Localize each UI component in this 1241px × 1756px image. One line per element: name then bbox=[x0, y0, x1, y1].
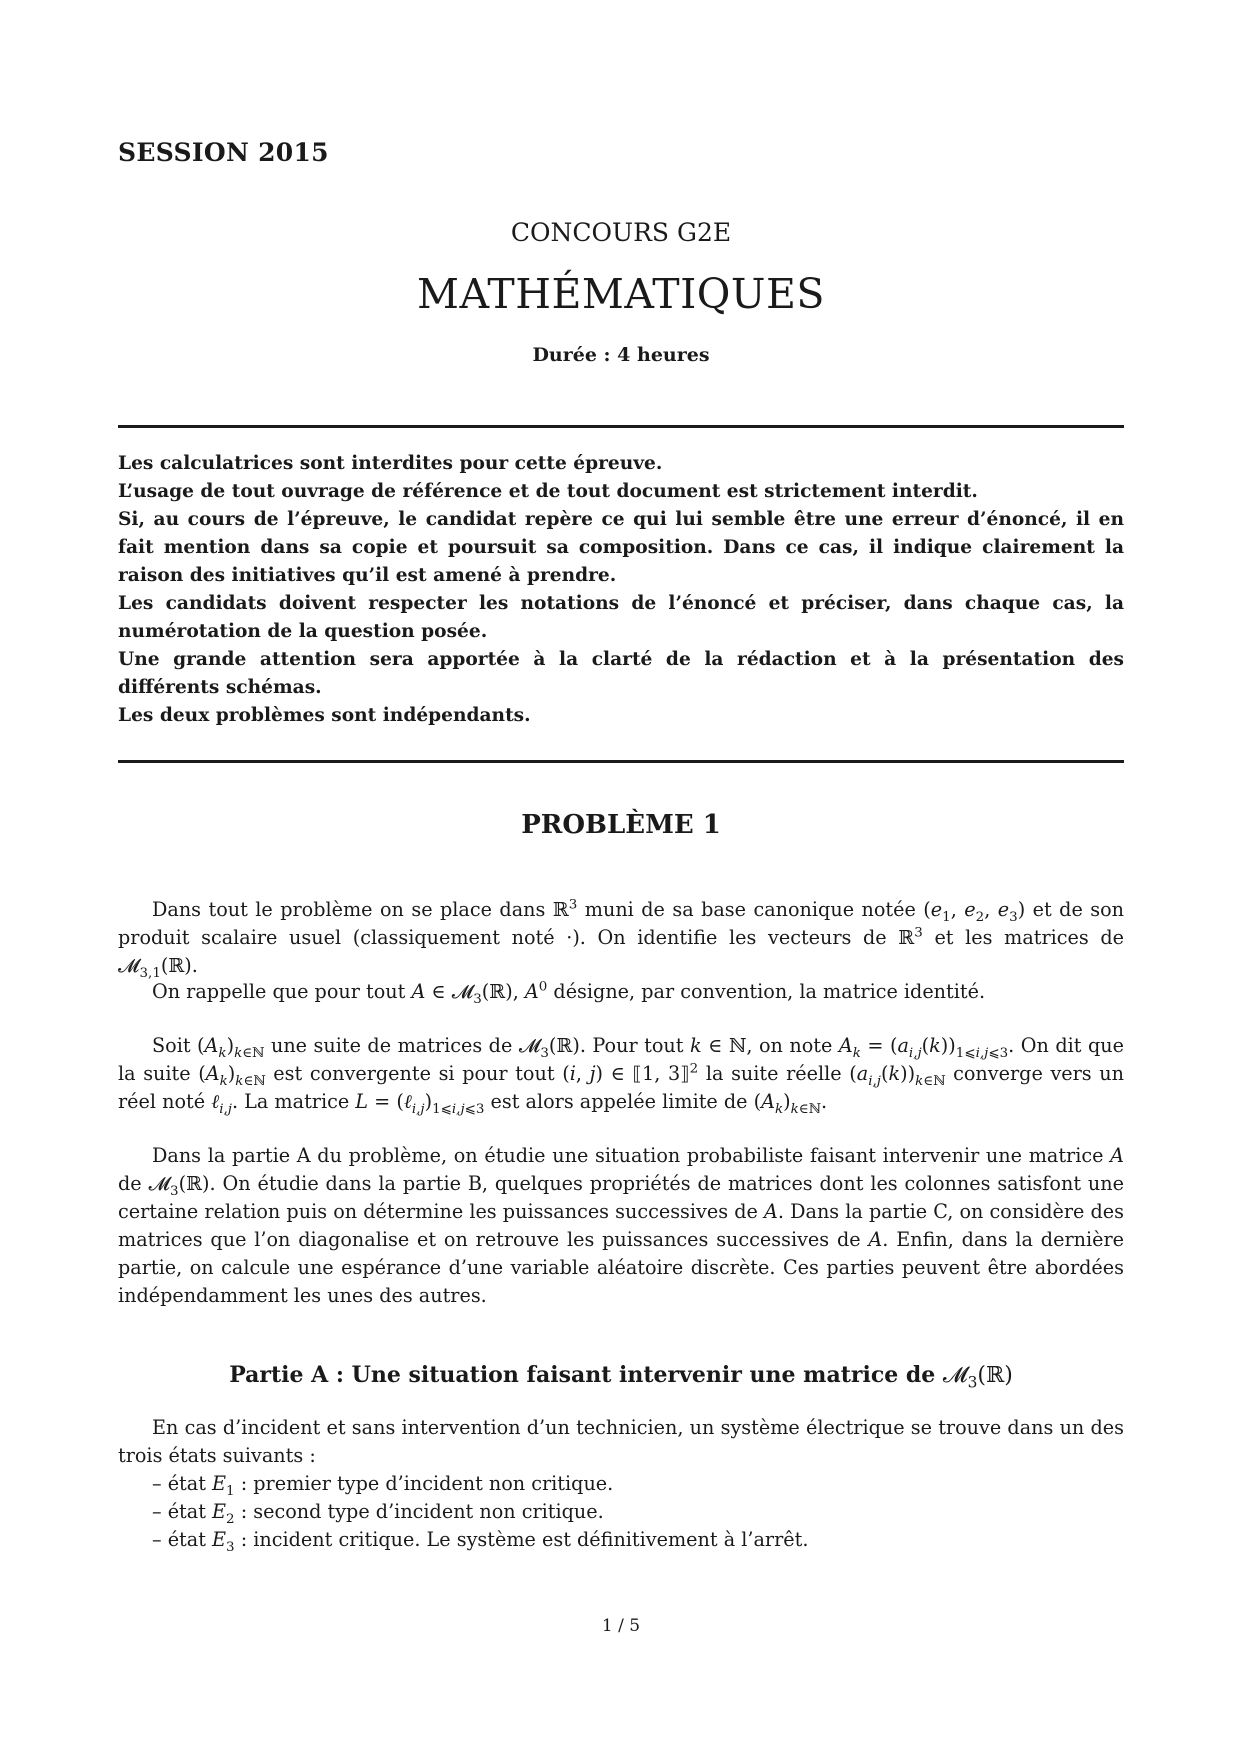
list-item: – état $E_1$ : premier type d’incident non critique. bbox=[152, 1472, 614, 1499]
concours-label: CONCOURS G2E bbox=[510, 218, 732, 247]
problem-title: PROBLÈME 1 bbox=[521, 810, 721, 840]
session-label: SESSION 2015 bbox=[118, 138, 329, 167]
states-list bbox=[118, 1470, 1124, 1554]
subject-title: MATHÉMATIQUES bbox=[417, 270, 825, 318]
instruction-line: L’usage de tout ouvrage de référence et de tout document est strictement interdit. bbox=[118, 481, 978, 502]
duration-label: Durée : 4 heures bbox=[532, 344, 710, 366]
list-item: – état $E_3$ : incident critique. Le système est définitivement à l’arrêt. bbox=[152, 1528, 809, 1555]
problem-paragraph-4: Dans la partie A du problème, on étudie une situation probabiliste faisant intervenir une matrice A de 𝓜$_3$(ℝ). On étudie dans la partie B, quelques propriétés de matrices dont les colonnes satisfont une certaine relation puis on détermine les puissances successives de A. Dans la partie C, on considère des matrices que l’on diagonalise et on retrouve les puissances successives de A. Enfin, dans la dernière partie, on calcule une espérance d’une variable aléatoire discrète. Ces parties peuvent être abordées indépendamment les unes des autres. bbox=[118, 1144, 1124, 1307]
part-a-title: Partie A : Une situation faisant intervenir une matrice de 𝓜$_3$(ℝ) bbox=[229, 1362, 1013, 1392]
problem-paragraph-2: On rappelle que pour tout A ∈ 𝓜$_3$(ℝ), $A^0$ désigne, par convention, la matrice identité. bbox=[152, 979, 986, 1007]
problem-paragraph-3: Soit $(A_k)_{k\in ℕ}$ une suite de matrices de 𝓜$_3$(ℝ). Pour tout k ∈ ℕ, on note $A_k = (a_{i,j}(k))_{1⩽i,j⩽3}$. On dit que la suite $(A_k)_{k\in ℕ}$ est convergente si pour tout (i, j) ∈ ⟦1, 3⟧$^2$ la suite réelle $(a_{i,j}(k))_{k\in ℕ}$ converge vers un réel noté ℓ$_{i,j}$. La matrice $L = (\ell_{i,j})_{1⩽i,j⩽3}$ est alors appelée limite de $(A_k)_{k\in ℕ}$. bbox=[118, 1034, 1125, 1117]
instruction-line: Les calculatrices sont interdites pour cette épreuve. bbox=[118, 453, 663, 474]
instruction-line: Une grande attention sera apportée à la clarté de la rédaction et à la présentation des différents schémas. bbox=[118, 649, 1124, 698]
instructions-block bbox=[118, 450, 1124, 730]
instruction-line: Les candidats doivent respecter les notations de l’énoncé et préciser, dans chaque cas, la numérotation de la question posée. bbox=[118, 593, 1124, 642]
problem-paragraph-1: Dans tout le problème on se place dans ℝ$^3$ muni de sa base canonique notée ($e_1$, $e_2$, $e_3$) et de son produit scalaire usuel (classiquement noté ·). On identifie les vecteurs de ℝ$^3$ et les matrices de 𝓜$_{3,1}$(ℝ). bbox=[118, 897, 1125, 981]
page-number: 1 / 5 bbox=[601, 1616, 641, 1636]
list-item: – état $E_2$ : second type d’incident non critique. bbox=[152, 1500, 604, 1527]
instruction-line: Si, au cours de l’épreuve, le candidat repère ce qui lui semble être une erreur d’énoncé, il en fait mention dans sa copie et poursuit sa composition. Dans ce cas, il indique clairement la raison des initiatives qu’il est amené à prendre. bbox=[118, 509, 1124, 586]
instruction-line: Les deux problèmes sont indépendants. bbox=[118, 705, 531, 726]
bottom-divider bbox=[118, 760, 1124, 763]
part-a-intro: En cas d’incident et sans intervention d’un technicien, un système électrique se trouve dans un des trois états suivants : bbox=[118, 1416, 1124, 1467]
top-divider bbox=[118, 425, 1124, 428]
